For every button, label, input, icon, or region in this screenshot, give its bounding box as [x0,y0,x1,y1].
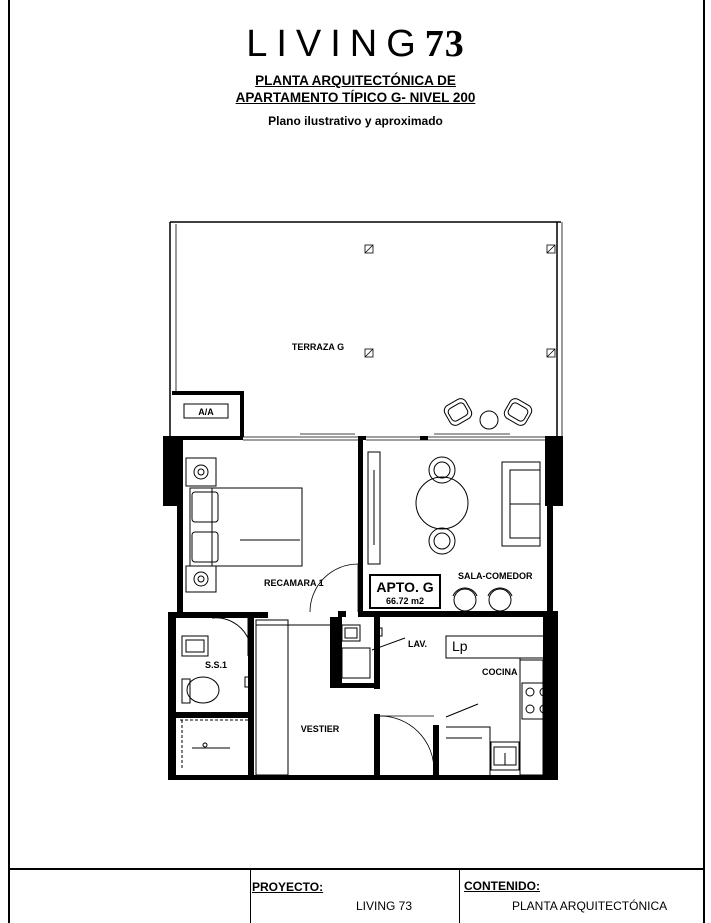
contenido-value: PLANTA ARQUITECTÓNICA [512,899,668,913]
terrace-furniture [442,396,534,429]
apto-label: APTO. G [376,579,434,595]
lp-label: Lp [452,638,468,654]
floor-drains [365,245,555,357]
aa-label: A/A [198,407,214,417]
footer-cell-contenido [459,870,460,923]
bathroom [180,618,250,770]
contenido-label: CONTENIDO: [464,879,540,893]
kitchen [446,636,552,775]
bedroom-door [310,564,358,612]
plan-subtitle: Plano ilustrativo y aproximado [268,114,443,128]
proyecto-label: PROYECTO: [252,880,324,894]
bed [186,458,302,592]
proyecto-value: LIVING 73 [356,899,413,913]
logo-number: 73 [424,23,465,65]
apartment-tag [370,575,440,608]
terraza-label: TERRAZA G [291,342,345,352]
plan-title-line1: PLANTA ARQUITECTÓNICA DE [255,73,456,88]
sala-label: SALA-COMEDOR [458,571,533,581]
windows [243,434,545,440]
cocina-label: COCINA [482,667,518,677]
kitchen-door [380,716,434,770]
recamara-label: RECAMARA 1 [264,578,324,588]
plan-title-line2: APARTAMENTO TÍPICO G- NIVEL 200 [235,90,476,105]
footer-cell-proyecto [250,870,251,923]
logo-text: LIVING [246,23,425,65]
ss-label: S.S.1 [204,660,228,670]
terrace [170,222,562,438]
ac-unit [172,391,244,437]
area-label: 66.72 m2 [385,596,425,606]
vestier-label: VESTIER [300,724,340,734]
footer-divider [8,868,705,870]
vestier [256,620,330,775]
lav-label: LAV. [408,639,428,649]
laundry [342,625,405,678]
